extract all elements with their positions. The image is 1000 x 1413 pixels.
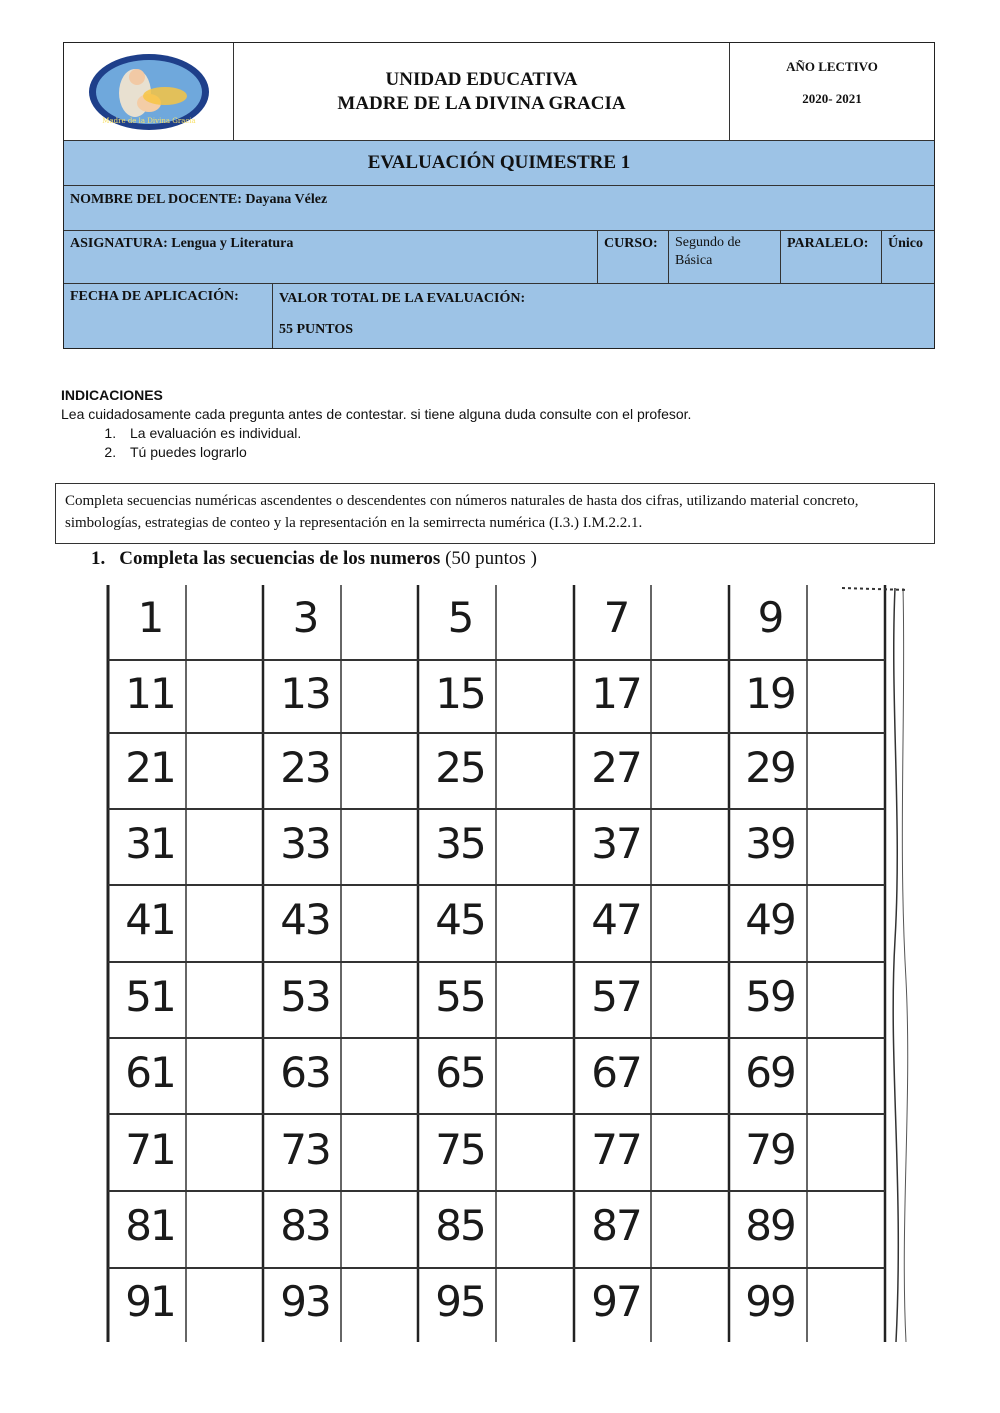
number-grid	[100, 580, 910, 1344]
question-number: 1.	[91, 548, 106, 569]
header-row-school	[64, 43, 934, 141]
teacher-row	[64, 186, 934, 231]
grid-number: 33	[280, 819, 330, 868]
grid-number: 3	[292, 593, 318, 642]
exam-title: EVALUACIÓN QUIMESTRE 1	[367, 152, 631, 173]
course-label: CURSO:	[598, 231, 669, 283]
grid-number: 97	[591, 1277, 641, 1326]
grid-number: 59	[745, 972, 795, 1021]
grid-number: 95	[435, 1277, 485, 1326]
grid-number: 7	[603, 593, 629, 642]
school-year-value: 2020- 2021	[802, 91, 862, 106]
grid-number: 47	[591, 895, 641, 944]
course-value: Segundo de Básica	[669, 231, 781, 283]
grid-number: 11	[125, 669, 175, 718]
teacher-name: NOMBRE DEL DOCENTE: Dayana Vélez	[70, 192, 328, 207]
grid-number: 45	[435, 895, 485, 944]
indications-title: INDICACIONES	[61, 387, 163, 403]
exam-title-row	[64, 141, 934, 186]
grid-number: 9	[757, 593, 783, 642]
logo-text: Madre de la Divina Gracia	[101, 116, 196, 125]
school-logo	[87, 51, 211, 133]
grid-number: 25	[435, 743, 485, 792]
indications-list	[61, 424, 691, 462]
grid-number: 39	[745, 819, 795, 868]
logo-cell	[64, 43, 234, 140]
grid-number: 73	[280, 1125, 330, 1174]
question-title: Completa las secuencias de los numeros	[119, 548, 441, 569]
grid-number: 31	[125, 819, 175, 868]
grid-number: 85	[435, 1201, 485, 1250]
grid-number: 81	[125, 1201, 175, 1250]
grid-number: 65	[435, 1048, 485, 1097]
grid-number: 77	[591, 1125, 641, 1174]
grid-number: 53	[280, 972, 330, 1021]
grid-number: 87	[591, 1201, 641, 1250]
grid-number: 5	[447, 593, 473, 642]
total-label: VALOR TOTAL DE LA EVALUACIÓN:	[279, 291, 526, 306]
grid-number: 17	[591, 669, 641, 718]
grid-number: 71	[125, 1125, 175, 1174]
grid-number: 89	[745, 1201, 795, 1250]
school-name-line2: MADRE DE LA DIVINA GRACIA	[337, 92, 626, 114]
total-value: 55 PUNTOS	[279, 322, 354, 337]
parallel-label: PARALELO:	[781, 231, 882, 283]
grid-number: 21	[125, 743, 175, 792]
grid-number: 69	[745, 1048, 795, 1097]
subject-cell: ASIGNATURA: Lengua y Literatura	[64, 231, 598, 283]
grid-number: 1	[137, 593, 163, 642]
date-label: FECHA DE APLICACIÓN:	[64, 284, 273, 348]
grid-number: 35	[435, 819, 485, 868]
subject-row	[64, 231, 934, 284]
indication-item: 2. Tú puedes lograrlo	[120, 443, 691, 462]
grid-number: 83	[280, 1201, 330, 1250]
total-cell	[273, 284, 934, 348]
grid-number: 49	[745, 895, 795, 944]
question-points: (50 puntos )	[445, 548, 537, 569]
grid-number: 67	[591, 1048, 641, 1097]
school-year-label: AÑO LECTIVO	[786, 59, 878, 74]
header-table	[63, 42, 935, 349]
indications	[61, 386, 691, 462]
grid-number: 27	[591, 743, 641, 792]
grid-number: 15	[435, 669, 485, 718]
grid-number: 99	[745, 1277, 795, 1326]
grid-number: 23	[280, 743, 330, 792]
question-1	[91, 548, 537, 570]
parallel-value: Único	[888, 236, 923, 251]
grid-number: 29	[745, 743, 795, 792]
grid-number: 93	[280, 1277, 330, 1326]
grid-number: 57	[591, 972, 641, 1021]
grid-number: 55	[435, 972, 485, 1021]
grid-number: 75	[435, 1125, 485, 1174]
grid-number: 19	[745, 669, 795, 718]
indication-item: 1. La evaluación es individual.	[120, 424, 691, 443]
school-year-cell	[730, 43, 934, 140]
grid-number: 91	[125, 1277, 175, 1326]
grid-number: 37	[591, 819, 641, 868]
grid-number: 41	[125, 895, 175, 944]
indications-text: Lea cuidadosamente cada pregunta antes de contestar. si tiene alguna duda consulte con el profesor.	[61, 406, 692, 422]
grid-number: 63	[280, 1048, 330, 1097]
grid-number: 79	[745, 1125, 795, 1174]
grid-number: 43	[280, 895, 330, 944]
grid-number: 61	[125, 1048, 175, 1097]
date-row	[64, 284, 934, 348]
skill-box: Completa secuencias numéricas ascendentes o descendentes con números naturales de hasta dos cifras, utilizando material concreto, simbologías, estrategias de conteo y la representación en la semirrecta numérica (I.3.) I.M.2.2.1.	[55, 483, 935, 544]
school-name-line1: UNIDAD EDUCATIVA	[385, 68, 578, 90]
grid-number: 13	[280, 669, 330, 718]
grid-number: 51	[125, 972, 175, 1021]
school-name-cell	[234, 43, 730, 140]
